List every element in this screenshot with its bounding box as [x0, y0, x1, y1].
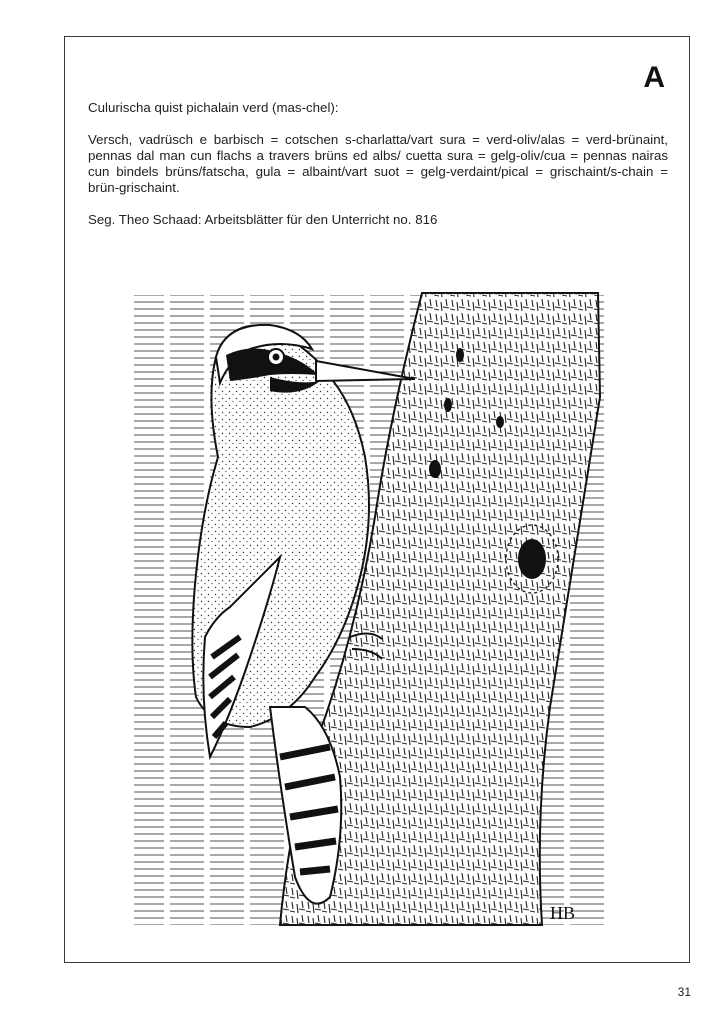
- nest-hole: [518, 539, 546, 579]
- panel-frame: [64, 36, 690, 963]
- description: Versch, vadrüsch e barbisch = cotschen s-charlatta/vart sura = verd-oliv/alas = verd-brünaint, pennas dal man cun flachs a travers brüns ed albs/ cuetta sura = gelg-oliv/cua = pennas nairas cun bindels brüns/fatscha, gula = albaint/vart suot = gelg-verdaint/pical = grischaint/s-chain = brün-grischaint.: [88, 132, 668, 195]
- text-block: [88, 100, 668, 228]
- page-number: 31: [677, 985, 691, 999]
- woodpecker-illustration: [130, 257, 607, 927]
- panel-letter: A: [643, 61, 665, 94]
- artist-signature: HB: [550, 903, 576, 923]
- credit: Seg. Theo Schaad: Arbeitsblätter für den Unterricht no. 816: [88, 212, 438, 227]
- heading: Culurischa quist pichalain verd (mas-chel):: [88, 100, 339, 115]
